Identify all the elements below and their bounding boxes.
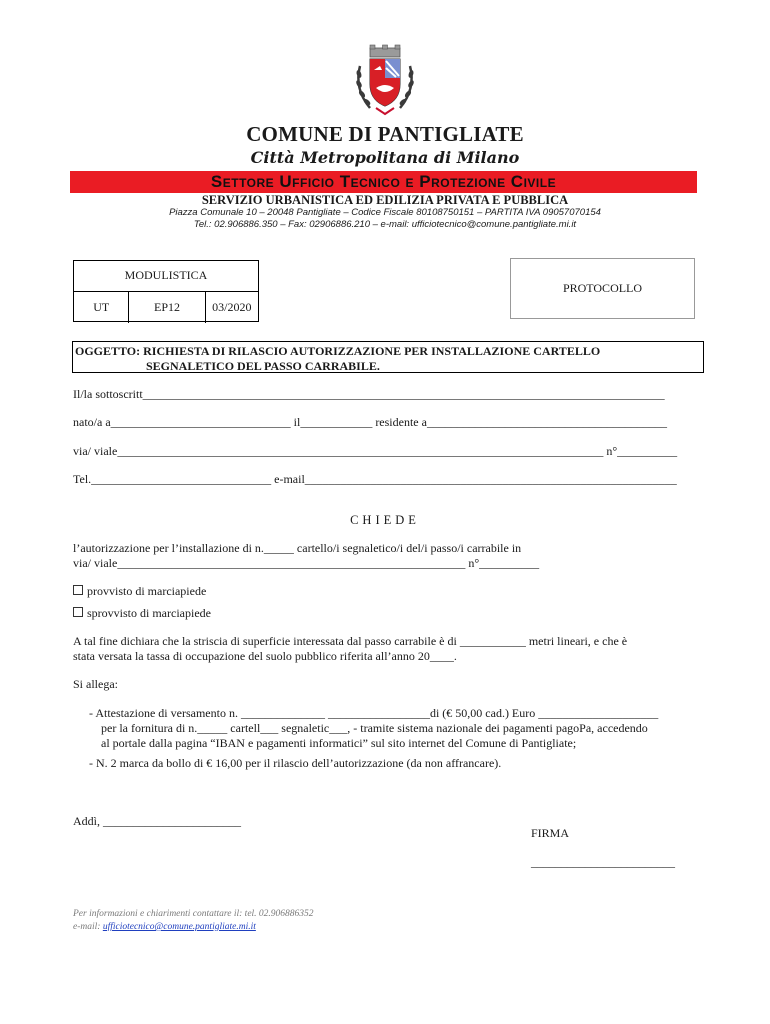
option-provvisto[interactable] (73, 584, 206, 599)
settore-banner (70, 171, 697, 193)
checkbox-sprovvisto[interactable] (73, 607, 83, 617)
allega-item-1 (89, 706, 704, 751)
address-line: Piazza Comunale 10 – 20048 Pantigliate – Codice Fiscale 80108750151 – PARTITA IVA 09057070154 (169, 207, 601, 218)
footer-email-link[interactable]: ufficiotecnico@comune.pantigliate.mi.it (102, 922, 256, 932)
modulistica-code-ep: EP12 (129, 292, 205, 323)
via-field[interactable]: via/ viale_________________________________________________________________________________ n°__________ (73, 444, 678, 458)
page-title: COMUNE DI PANTIGLIATE (246, 122, 524, 146)
firma-line[interactable]: ________________________ (531, 855, 675, 869)
dichiara-line-2[interactable]: stata versata la tassa di occupazione del suolo pubblico riferita all’anno 20____. (73, 649, 457, 663)
protocollo-box (510, 258, 695, 319)
settore-label: Settore Ufficio Tecnico e Protezione Civile (210, 172, 557, 191)
chiede-heading: CHIEDE (350, 513, 420, 527)
allega-item-1-line-2[interactable]: per la fornitura di n._____ cartell___ segnaletic___, - tramite sistema nazionale dei pagamenti pagoPa, accedendo (101, 721, 648, 735)
modulistica-code-date: 03/2020 (212, 300, 252, 314)
servizio-heading: SERVIZIO URBANISTICA ED EDILIZIA PRIVATA E PUBBLICA (201, 193, 569, 207)
footer-info (73, 908, 314, 934)
sottoscritto-field[interactable]: Il/la sottoscritt_______________________________________________________________________________________ (73, 387, 665, 401)
oggetto-box (72, 341, 704, 373)
request-paragraph (73, 541, 703, 571)
allega-item-1-line-1[interactable]: - Attestazione di versamento n. ______________ _________________di (€ 50,00 cad.) Euro ____________________ (89, 706, 659, 720)
request-line-2[interactable]: via/ viale__________________________________________________________ n°__________ (73, 556, 540, 570)
option-sprovvisto[interactable] (73, 606, 211, 621)
protocollo-label: PROTOCOLLO (562, 281, 643, 295)
modulistica-box (73, 260, 259, 322)
request-line-1[interactable]: l’autorizzazione per l’installazione di n._____ cartello/i segnaletico/i del/i passo/i carrabile in (73, 541, 522, 555)
modulistica-code-ut: UT (74, 292, 129, 323)
footer-email-label: e-mail: (73, 922, 103, 932)
option-sprovvisto-label: sprovvisto di marciapiede (87, 606, 211, 620)
checkbox-provvisto[interactable] (73, 585, 83, 595)
contact-line: Tel.: 02.906886.350 – Fax: 02906886.210 – e-mail: ufficiotecnico@comune.pantigliate.mi.it (193, 219, 577, 230)
oggetto-line-1: OGGETTO: RICHIESTA DI RILASCIO AUTORIZZAZIONE PER INSTALLAZIONE CARTELLO (75, 344, 601, 358)
page-subtitle: Città Metropolitana di Milano (250, 148, 520, 167)
municipal-crest-icon (352, 44, 418, 118)
addi-field[interactable]: Addì, _______________________ (73, 814, 241, 828)
firma-label: FIRMA (531, 826, 570, 840)
dichiara-paragraph (73, 634, 703, 664)
modulistica-label: MODULISTICA (74, 261, 258, 292)
footer-line-1: Per informazioni e chiarimenti contattare il: tel. 02.906886352 (73, 909, 314, 919)
allega-item-2: - N. 2 marca da bollo di € 16,00 per il rilascio dell’autorizzazione (da non affrancare). (89, 756, 502, 770)
dichiara-line-1[interactable]: A tal fine dichiara che la striscia di superficie interessata dal passo carrabile è di ___________ metri lineari, e che è (73, 634, 628, 648)
footer-email-line (73, 921, 314, 934)
oggetto-line-2: SEGNALETICO DEL PASSO CARRABILE. (146, 359, 380, 373)
option-provvisto-label: provvisto di marciapiede (87, 584, 207, 598)
allega-label: Si allega: (73, 677, 118, 691)
allega-item-1-line-3: al portale dalla pagina “IBAN e pagamenti informatici” sul sito internet del Comune di Pantigliate; (101, 736, 577, 750)
tel-email-field[interactable]: Tel.______________________________ e-mail______________________________________________________________ (73, 472, 677, 486)
nato-residente-field[interactable]: nato/a a______________________________ il____________ residente a________________________________________ (73, 415, 667, 429)
